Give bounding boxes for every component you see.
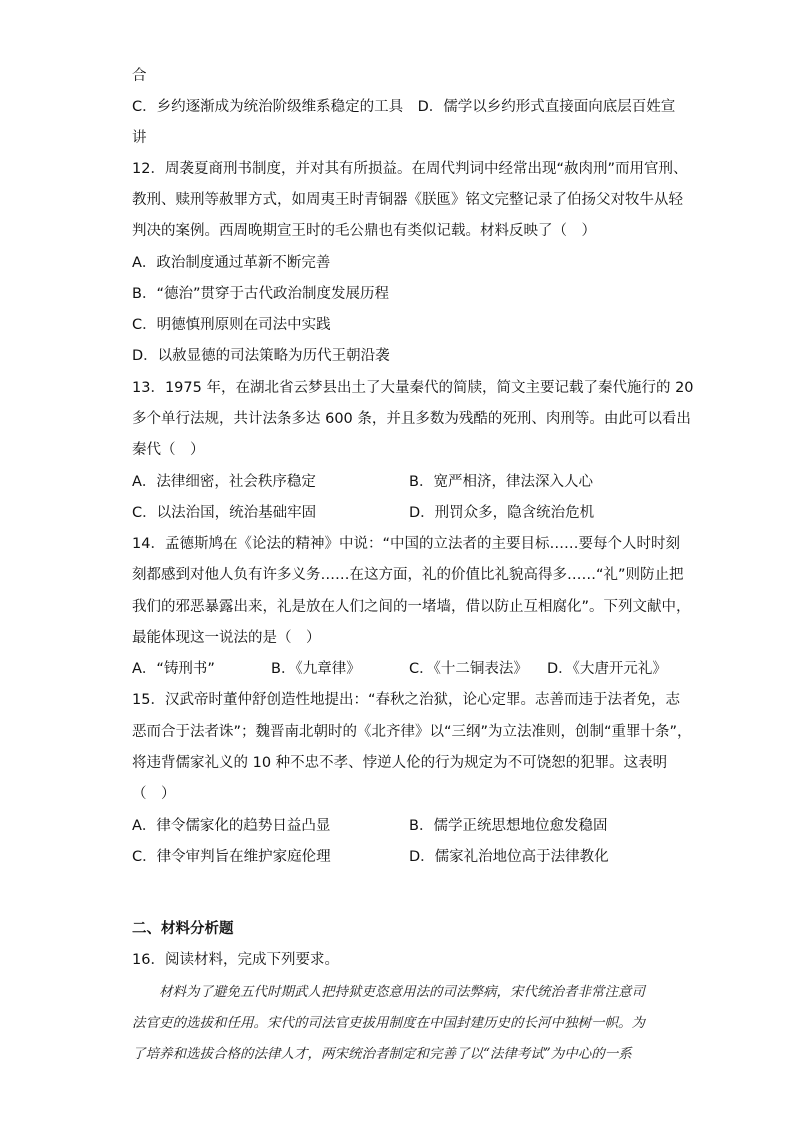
q12-stem-line-3: 判决的案例。西周晚期宣王时的毛公鼎也有类似记载。材料反映了（ ） (132, 223, 596, 239)
q14-option-a: A．“铸刑书” (132, 661, 215, 677)
q13-option-a: A．法律细密，社会秩序稳定 (132, 474, 316, 490)
q15-stem-line-3: 将违背儒家礼义的 10 种不忠不孝、悖逆人伦的行为规定为不可饶恕的犯罪。这表明 (132, 755, 668, 771)
q11-option-cd: C．乡约逐渐成为统治阶级维系稳定的工具 D．儒学以乡约形式直接面向底层百姓宣 (132, 99, 676, 115)
q13-stem-line-2: 多个单行法规，共计法条多达 600 条，并且多数为残酷的死刑、肉刑等。由此可以看出 (132, 411, 691, 427)
q12-option-c: C．明德慎刑原则在司法中实践 (132, 317, 331, 333)
material-line-2: 法官吏的选拔和任用。宋代的司法官吏拔用制度在中国封建历史的长河中独树一帜。为 (132, 1015, 645, 1031)
q14-stem-line-3: 我们的邪恶暴露出来，礼是放在人们之间的一堵墙，借以防止互相腐化”。下列文献中， (132, 599, 691, 615)
q15-option-d: D．儒家礼治地位高于法律教化 (409, 849, 609, 865)
material-line-3: 了培养和选拔合格的法律人才，两宋统治者制定和完善了以“法律考试”为中心的一系 (132, 1046, 632, 1062)
q14-option-b: B．《九章律》 (271, 661, 361, 677)
q14-option-d: D．《大唐开元礼》 (547, 661, 667, 677)
q13-option-c: C．以法治国，统治基础牢固 (132, 505, 317, 521)
q14-stem-line-1: 14．孟德斯鸠在《论法的精神》中说：“中国的立法者的主要目标……要每个人时时刻 (132, 536, 680, 552)
q12-option-d: D．以赦显德的司法策略为历代王朝沿袭 (132, 348, 390, 364)
q14-stem-line-2: 刻都感到对他人负有许多义务……在这方面，礼的价值比礼貌高得多……“礼”则防止把 (132, 567, 684, 583)
q12-stem-line-1: 12．周袭夏商刑书制度，并对其有所损益。在周代判词中经常出现“赦肉刑”而用官刑、 (132, 161, 688, 177)
q12-option-b: B．“德治”贯穿于古代政治制度发展历程 (132, 286, 389, 302)
q15-stem-line-1: 15．汉武帝时董仲舒创造性地提出：“春秋之治狱，论心定罪。志善而违于法者免，志 (132, 692, 680, 708)
q13-option-b: B．宽严相济，律法深入人心 (409, 474, 593, 490)
material-line-1: 材料为了避免五代时期武人把持狱吏恣意用法的司法弊病，宋代统治者非常注意司 (132, 984, 645, 1000)
section-title: 二、材料分析题 (132, 921, 234, 937)
q15-option-c: C．律令审判旨在维护家庭伦理 (132, 849, 331, 865)
q15-option-b: B．儒学正统思想地位愈发稳固 (409, 818, 608, 834)
text-line: 合 (132, 68, 147, 84)
q14-stem-line-4: 最能体现这一说法的是（ ） (132, 630, 321, 646)
text-line: 讲 (132, 130, 147, 146)
q12-stem-line-2: 教刑、赎刑等赦罪方式，如周夷王时青铜器《朕匜》铭文完整记录了伯扬父对牧牛从轻 (132, 192, 683, 208)
q15-stem-line-2: 恶而合于法者诛”；魏晋南北朝时的《北齐律》以“三纲”为立法准则，创制“重罪十条”， (132, 724, 692, 740)
q13-option-d: D．刑罚众多，隐含统治危机 (409, 505, 595, 521)
q13-stem-line-3: 秦代（ ） (132, 442, 205, 458)
q12-option-a: A．政治制度通过革新不断完善 (132, 255, 331, 271)
q15-stem-line-4: （ ） (132, 786, 176, 802)
q15-option-a: A．律令儒家化的趋势日益凸显 (132, 818, 331, 834)
q14-option-c: C．《十二铜表法》 (409, 661, 528, 677)
q16-stem: 16．阅读材料，完成下列要求。 (132, 952, 339, 968)
q13-stem-line-1: 13．1975 年，在湖北省云梦县出土了大量秦代的简牍，简文主要记载了秦代施行的 20 (132, 380, 694, 396)
